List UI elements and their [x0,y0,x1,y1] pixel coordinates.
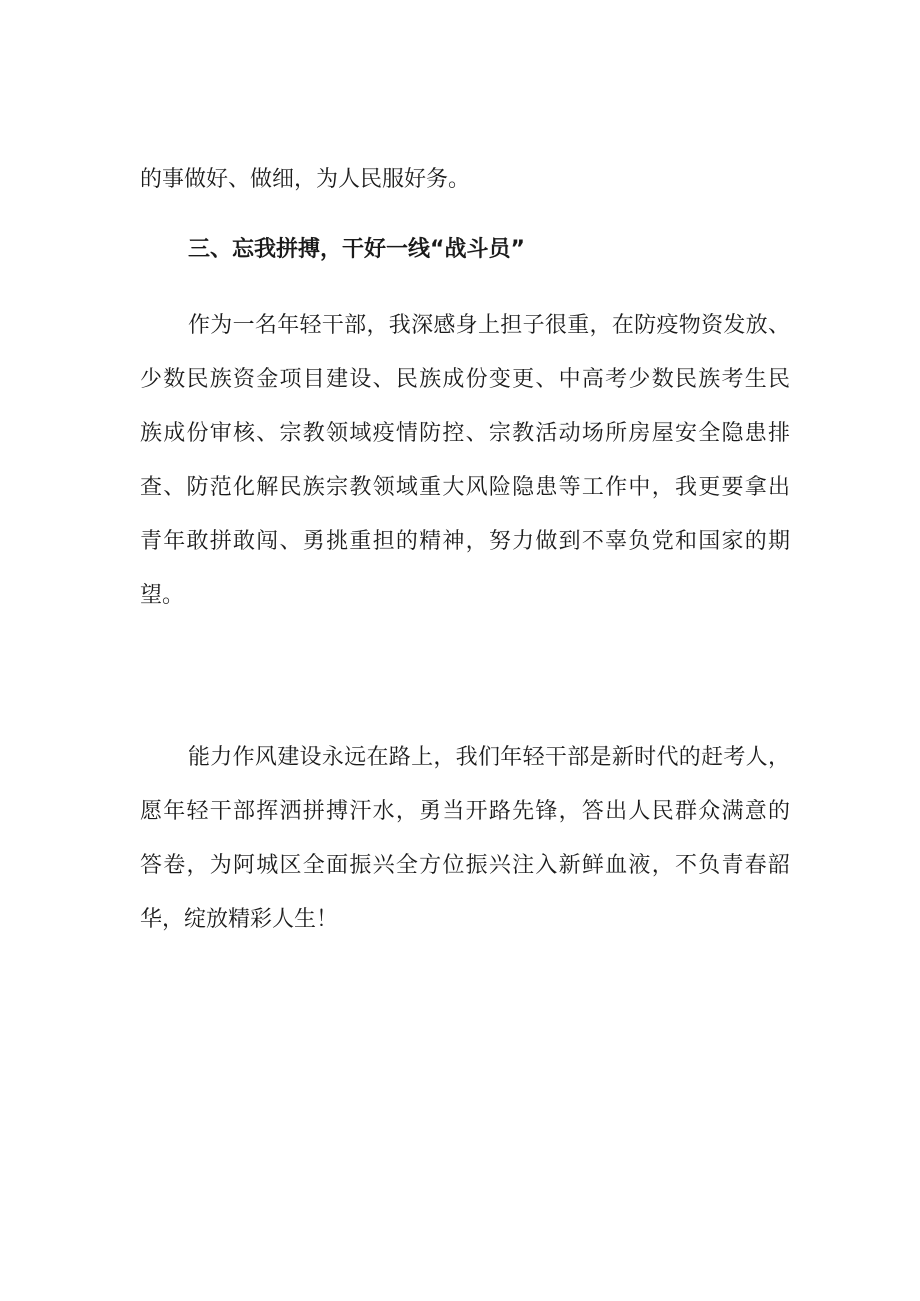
paragraph-line: 望。 [140,583,185,608]
paragraph-line: 少数民族资金项目建设、民族成份变更、中高考少数民族考生民 [140,367,790,392]
paragraph-1 [140,299,790,623]
paragraph-line: 族成份审核、宗教领域疫情防控、宗教活动场所房屋安全隐患排 [140,421,790,446]
paragraph-line: 青年敢拼敢闯、勇挑重担的精神，努力做到不辜负党和国家的期 [140,529,790,554]
paragraph-line: 华，绽放精彩人生！ [140,907,339,932]
paragraph-line: 答卷，为阿城区全面振兴全方位振兴注入新鲜血液，不负青春韶 [140,853,790,878]
paragraph-line: 作为一名年轻干部，我深感身上担子很重，在防疫物资发放、 [188,313,790,338]
paragraph-line: 查、防范化解民族宗教领域重大风险隐患等工作中，我更要拿出 [140,475,790,500]
paragraph-line: 的事做好、做细，为人民服好务。 [140,167,471,192]
paragraph-2 [140,731,790,947]
paragraph-line: 能力作风建设永远在路上，我们年轻干部是新时代的赶考人， [188,745,790,770]
continuation-paragraph [140,153,790,207]
paragraph-line: 愿年轻干部挥洒拼搏汗水，勇当开路先锋，答出人民群众满意的 [140,799,790,824]
section-heading: 三、忘我拼搏，干好一线“战斗员” [188,237,525,262]
